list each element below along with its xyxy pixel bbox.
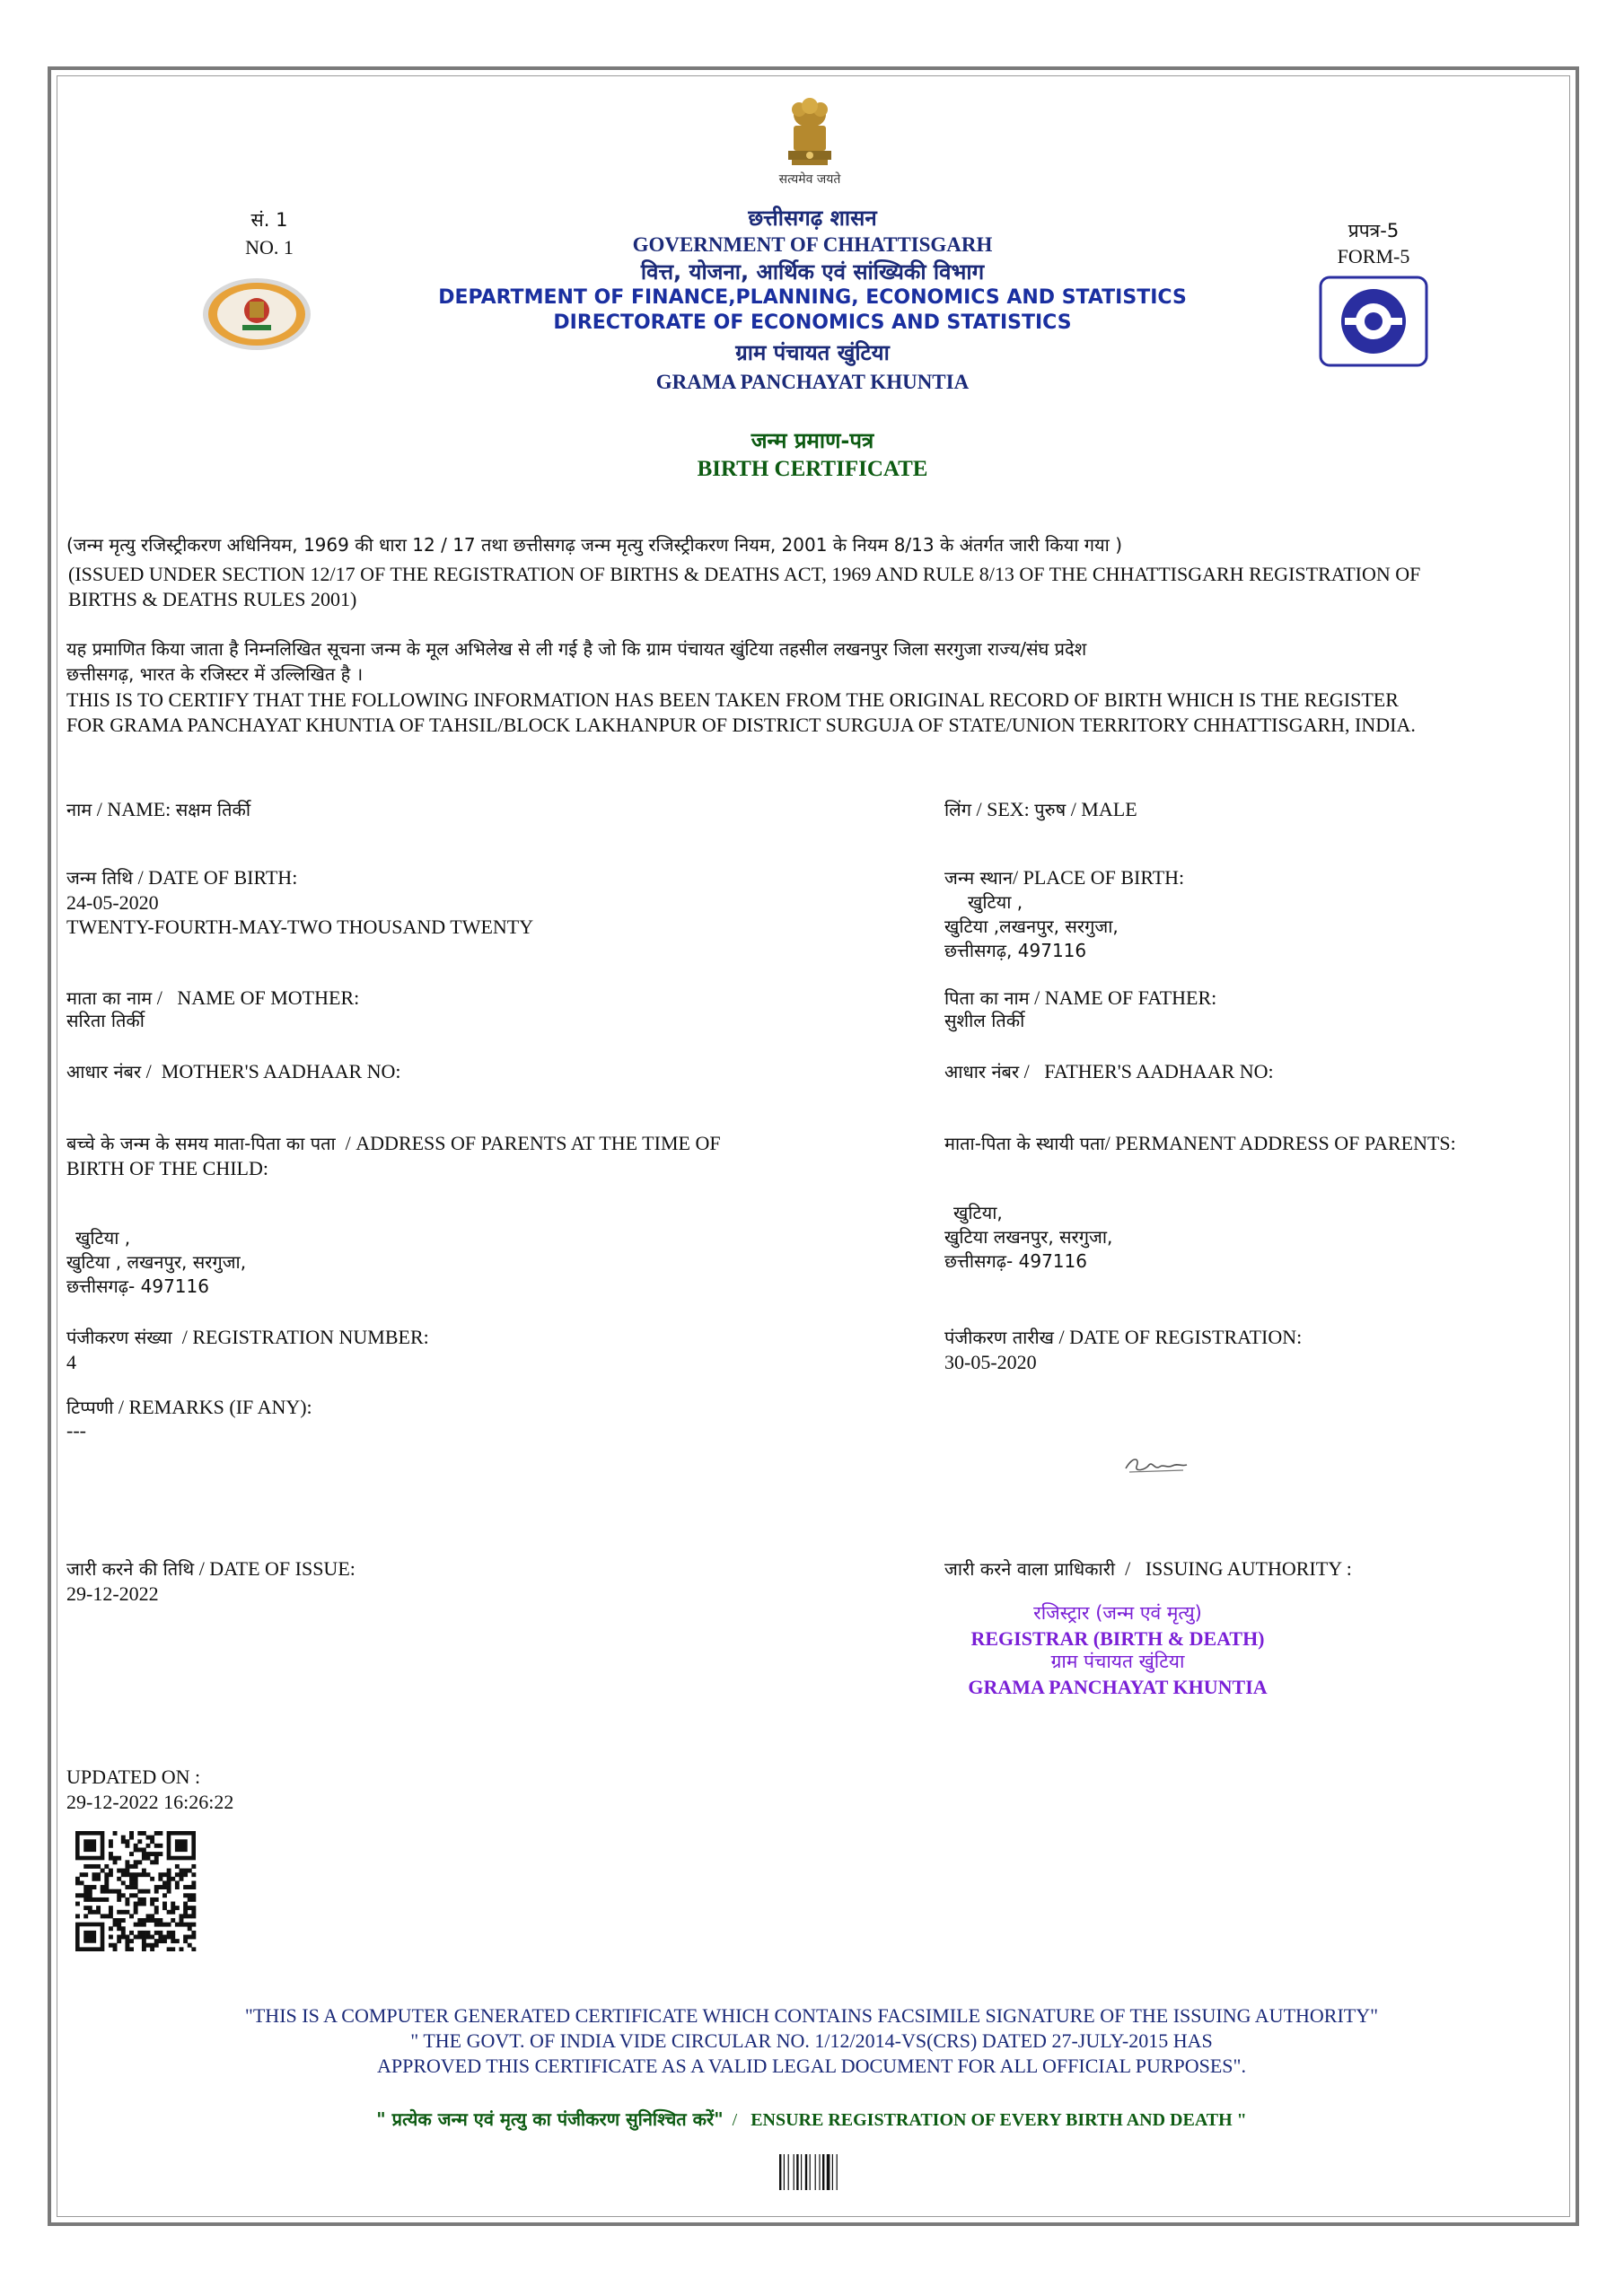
- father-label-hi: पिता का नाम: [944, 987, 1030, 1009]
- permanent-address-line-2: खुटिया लखनपुर, सरगुजा,: [944, 1226, 1113, 1248]
- name-field: [66, 797, 874, 822]
- issuing-authority-hi: जारी करने वाला प्राधिकारी: [944, 1558, 1116, 1580]
- mother-aadhaar-label: [66, 1059, 874, 1084]
- sex-field: [944, 797, 1555, 822]
- registration-date-label: [944, 1325, 1555, 1350]
- issued-under-english-2: BIRTHS & DEATHS RULES 2001): [68, 588, 357, 610]
- mother-aadhaar-en: / MOTHER'S AADHAAR NO:: [141, 1060, 401, 1082]
- department-hindi: वित्त, योजना, आर्थिक एवं सांख्यिकी विभाग: [640, 259, 985, 285]
- directorate-english: DIRECTORATE OF ECONOMICS AND STATISTICS: [553, 311, 1072, 334]
- department-english: DEPARTMENT OF FINANCE,PLANNING, ECONOMICS AND STATISTICS: [438, 286, 1187, 309]
- address-at-birth-label: [66, 1131, 910, 1156]
- pob-label-en: / PLACE OF BIRTH:: [1012, 866, 1185, 889]
- mother-aadhaar-hi: आधार नंबर: [66, 1061, 142, 1082]
- issuing-authority-en: / ISSUING AUTHORITY :: [1115, 1557, 1352, 1580]
- panchayat-hindi: ग्राम पंचायत खुंटिया: [735, 340, 890, 365]
- registration-date-hi: पंजीकरण तारीख: [944, 1327, 1055, 1348]
- state-seal-icon: [201, 276, 312, 352]
- sex-label-hi: लिंग: [944, 799, 971, 820]
- issue-date-en: / DATE OF ISSUE:: [194, 1557, 356, 1580]
- certificate-title-hindi: जन्म प्रमाण-पत्र: [751, 428, 874, 453]
- sex-value-en: / MALE: [1066, 798, 1137, 820]
- panchayat-english: GRAMA PANCHAYAT KHUNTIA: [655, 371, 970, 393]
- name-value: सक्षम तिर्की: [175, 799, 251, 820]
- issue-date-hi: जारी करने की तिथि: [66, 1558, 195, 1580]
- permanent-address-hi: माता-पिता के स्थायी पता: [944, 1133, 1105, 1154]
- address-at-birth-en-2: BIRTH OF THE CHILD:: [66, 1157, 268, 1179]
- dob-value: 24-05-2020: [66, 891, 159, 914]
- registration-date-value: 30-05-2020: [944, 1351, 1037, 1373]
- pob-label: [944, 865, 1555, 890]
- remarks-label: [66, 1395, 874, 1420]
- permanent-address-line-3: छत्तीसगढ़- 497116: [944, 1250, 1087, 1272]
- dob-label: [66, 865, 874, 890]
- dob-label-en: / DATE OF BIRTH:: [133, 866, 298, 889]
- registrar-panchayat-english: GRAMA PANCHAYAT KHUNTIA: [968, 1676, 1268, 1698]
- permanent-address-line-1: खुटिया,: [953, 1202, 1003, 1223]
- slogan-separator: /: [723, 2110, 747, 2130]
- computer-generated-note: "THIS IS A COMPUTER GENERATED CERTIFICATE WHICH CONTAINS FACSIMILE SIGNATURE OF THE ISSUING AUTHORITY": [244, 2004, 1379, 2027]
- certify-english-1: THIS IS TO CERTIFY THAT THE FOLLOWING INFORMATION HAS BEEN TAKEN FROM THE ORIGINAL RECORD OF BIRTH WHICH IS THE REGISTER: [66, 688, 1399, 711]
- mother-label-en: / NAME OF MOTHER:: [152, 986, 360, 1009]
- father-label: [944, 986, 1555, 1011]
- address-at-birth-line-3: छत्तीसगढ़- 497116: [66, 1275, 209, 1297]
- address-at-birth-line-1: खुटिया ,: [75, 1227, 131, 1249]
- certify-hindi-1: यह प्रमाणित किया जाता है निम्नलिखित सूचना जन्म के मूल अभिलेख से ली गई है जो कि ग्राम पंचायत खुंटिया तहसील लखनपुर जिला सरगुजा राज्य/संघ प्रदेश: [66, 638, 1087, 660]
- circular-note: " THE GOVT. OF INDIA VIDE CIRCULAR NO. 1/12/2014-VS(CRS) DATED 27-JULY-2015 HAS: [410, 2029, 1213, 2052]
- address-at-birth-hi: बच्चे के जन्म के समय माता-पिता का पता: [66, 1133, 336, 1154]
- registration-date-en: / DATE OF REGISTRATION:: [1054, 1326, 1303, 1348]
- name-label-hi: नाम: [66, 799, 92, 820]
- remarks-value: ---: [66, 1419, 86, 1442]
- father-label-en: / NAME OF FATHER:: [1029, 986, 1217, 1009]
- registration-number-en: / REGISTRATION NUMBER:: [171, 1326, 429, 1348]
- father-aadhaar-en: / FATHER'S AADHAAR NO:: [1019, 1060, 1274, 1082]
- father-aadhaar-hi: आधार नंबर: [944, 1061, 1020, 1082]
- serial-number-hi: सं. 1: [250, 209, 288, 231]
- updated-on-label: UPDATED ON :: [66, 1766, 201, 1788]
- pob-line-2: खुटिया ,लखनपुर, सरगुजा,: [944, 916, 1119, 937]
- barcode-icon: [779, 2154, 846, 2190]
- approval-note: APPROVED THIS CERTIFICATE AS A VALID LEGAL DOCUMENT FOR ALL OFFICIAL PURPOSES".: [376, 2055, 1247, 2077]
- issued-under-hindi: (जन्म मृत्यु रजिस्ट्रीकरण अधिनियम, 1969 की धारा 12 / 17 तथा छत्तीसगढ़ जन्म मृत्यु रजिस्ट्रीकरण नियम, 2001 के नियम 8/13 के अंतर्गत जारी किया गया ): [66, 534, 1123, 556]
- father-value: सुशील तिर्की: [944, 1010, 1025, 1031]
- issuing-authority-label: [944, 1556, 1564, 1582]
- form-number-en: FORM-5: [1337, 245, 1410, 267]
- father-aadhaar-label: [944, 1059, 1555, 1084]
- form-number-hi: प्रपत्र-5: [1347, 220, 1400, 241]
- dob-words: TWENTY-FOURTH-MAY-TWO THOUSAND TWENTY: [66, 916, 534, 938]
- pob-label-hi: जन्म स्थान: [944, 867, 1013, 889]
- permanent-address-label: [944, 1131, 1573, 1156]
- qr-code-icon: [75, 1831, 198, 1951]
- registration-number-label: [66, 1325, 874, 1350]
- certify-hindi-2: छत्तीसगढ़, भारत के रजिस्टर में उल्लिखित है ।: [66, 663, 364, 685]
- registration-number-hi: पंजीकरण संख्या: [66, 1327, 172, 1348]
- registration-slogan: [66, 2108, 1557, 2133]
- sex-label-en: / SEX:: [971, 798, 1035, 820]
- remarks-en: / REMARKS (IF ANY):: [113, 1396, 312, 1418]
- registrar-english: REGISTRAR (BIRTH & DEATH): [970, 1627, 1265, 1650]
- issue-date-value: 29-12-2022: [66, 1582, 159, 1605]
- mother-label-hi: माता का नाम: [66, 987, 153, 1009]
- pob-line-3: छत्तीसगढ़, 497116: [944, 940, 1087, 961]
- registrar-hindi: रजिस्ट्रार (जन्म एवं मृत्यु): [1033, 1602, 1202, 1624]
- serial-number-en: NO. 1: [245, 236, 294, 259]
- emblem-motto: सत्यमेव जयते: [778, 172, 841, 187]
- crs-logo-icon: [1318, 275, 1429, 368]
- mother-value: सरिता तिर्की: [66, 1010, 145, 1031]
- government-english: GOVERNMENT OF CHHATTISGARH: [632, 233, 993, 256]
- registration-number-value: 4: [66, 1351, 76, 1373]
- dob-label-hi: जन्म तिथि: [66, 867, 134, 889]
- national-emblem-icon: [774, 97, 846, 172]
- pob-line-1: खुटिया ,: [968, 891, 1023, 913]
- certificate-title-english: BIRTH CERTIFICATE: [697, 457, 928, 481]
- remarks-hi: टिप्पणी: [66, 1397, 114, 1418]
- issue-date-label: [66, 1556, 874, 1582]
- slogan-hindi: " प्रत्येक जन्म एवं मृत्यु का पंजीकरण सुनिश्चित करें": [376, 2108, 724, 2130]
- sex-value-hi: पुरुष: [1034, 799, 1067, 820]
- government-hindi: छत्तीसगढ़ शासन: [748, 206, 877, 231]
- registrar-panchayat-hindi: ग्राम पंचायत खुंटिया: [1050, 1651, 1185, 1672]
- address-at-birth-line-2: खुटिया , लखनपुर, सरगुजा,: [66, 1251, 247, 1273]
- issued-under-english-1: (ISSUED UNDER SECTION 12/17 OF THE REGISTRATION OF BIRTHS & DEATHS ACT, 1969 AND RULE 8/13 OF THE CHHATTISGARH REGISTRATION OF: [68, 563, 1421, 585]
- signature-icon: [1122, 1452, 1190, 1477]
- slogan-english: ENSURE REGISTRATION OF EVERY BIRTH AND DEATH ": [746, 2110, 1247, 2130]
- mother-label: [66, 986, 874, 1011]
- address-at-birth-en-1: / ADDRESS OF PARENTS AT THE TIME OF: [335, 1132, 721, 1154]
- updated-on-value: 29-12-2022 16:26:22: [66, 1791, 234, 1813]
- permanent-address-en: / PERMANENT ADDRESS OF PARENTS:: [1104, 1132, 1456, 1154]
- name-label-en: / NAME:: [92, 798, 176, 820]
- certify-english-2: FOR GRAMA PANCHAYAT KHUNTIA OF TAHSIL/BLOCK LAKHANPUR OF DISTRICT SURGUJA OF STATE/UNION TERRITORY CHHATTISGARH, INDIA.: [66, 714, 1416, 736]
